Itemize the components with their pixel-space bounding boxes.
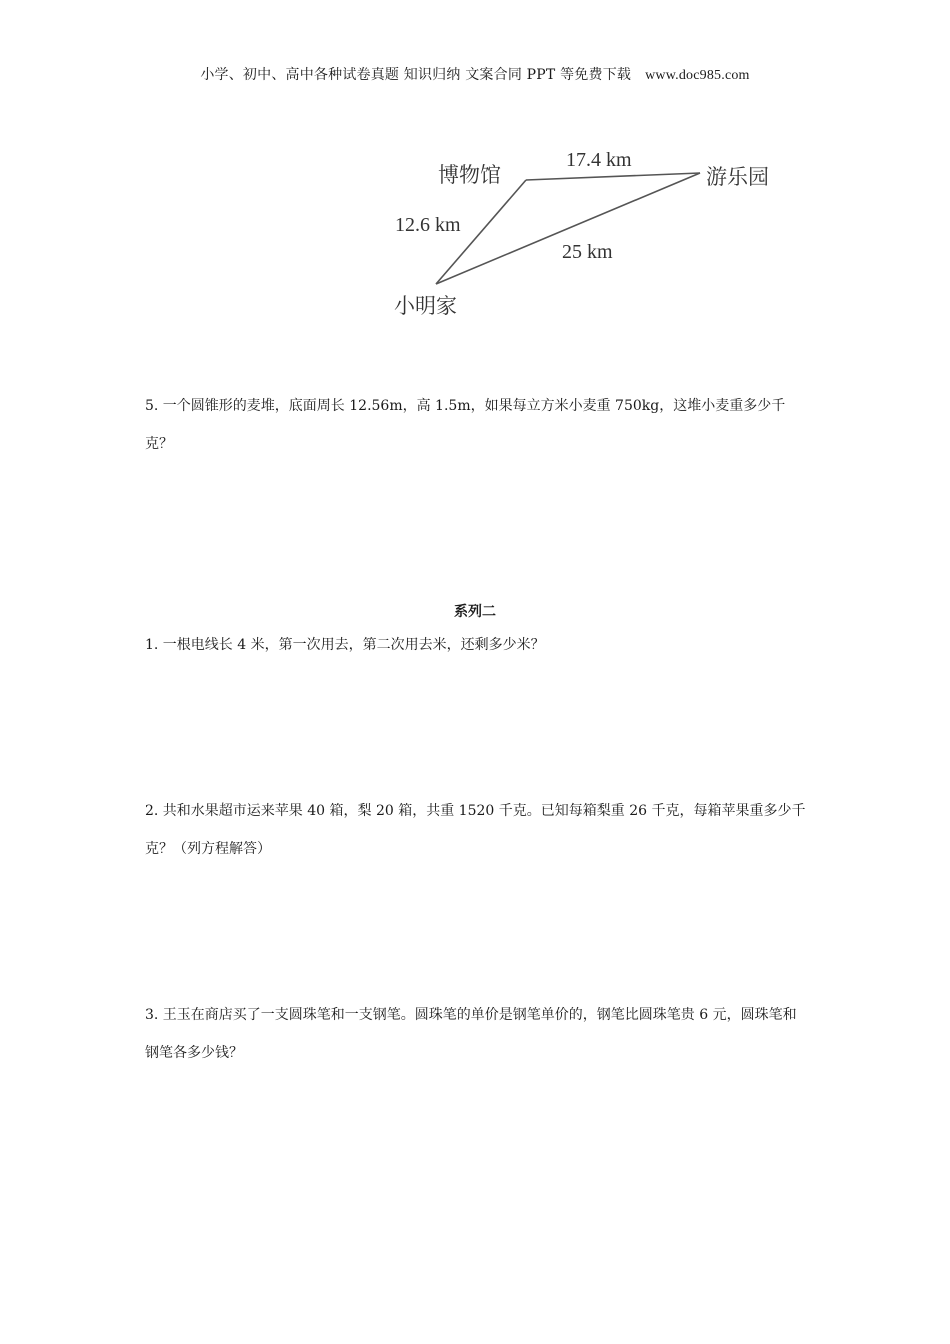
header-site: www.doc985.com (645, 68, 750, 83)
question-5: 5. 一个圆锥形的麦堆，底面周长 12.56m，高 1.5m，如果每立方米小麦重 750kg，这堆小麦重多少千克？ (145, 398, 786, 452)
distance-diagram (380, 130, 800, 330)
triangle-svg (380, 130, 800, 330)
header-text: 小学、初中、高中各种试卷真题 知识归纳 文案合同 PPT 等免费下载 (200, 67, 632, 83)
section-title: 系列二 (454, 604, 496, 620)
edge-home-park (436, 173, 700, 284)
distance-museum-park: 17.4 km (566, 149, 632, 171)
series2-question-3: 3. 王玉在商店买了一支圆珠笔和一支钢笔。圆珠笔的单价是钢笔单价的，钢笔比圆珠笔贵 6 元，圆珠笔和钢笔各多少钱？ (145, 1007, 797, 1061)
series2-question-1: 1. 一根电线长 4 米，第一次用去，第二次用去米，还剩多少米？ (145, 637, 545, 653)
label-museum: 博物馆 (438, 163, 501, 187)
edge-museum-park (526, 173, 700, 180)
distance-home-park: 25 km (562, 241, 613, 263)
distance-museum-home: 12.6 km (395, 214, 461, 236)
page-header (0, 64, 950, 84)
label-park: 游乐园 (706, 165, 769, 189)
series2-question-2: 2. 共和水果超市运来苹果 40 箱，梨 20 箱，共重 1520 千克。已知每箱梨重 26 千克，每箱苹果重多少千克？（列方程解答） (145, 803, 806, 857)
label-home: 小明家 (394, 294, 457, 318)
